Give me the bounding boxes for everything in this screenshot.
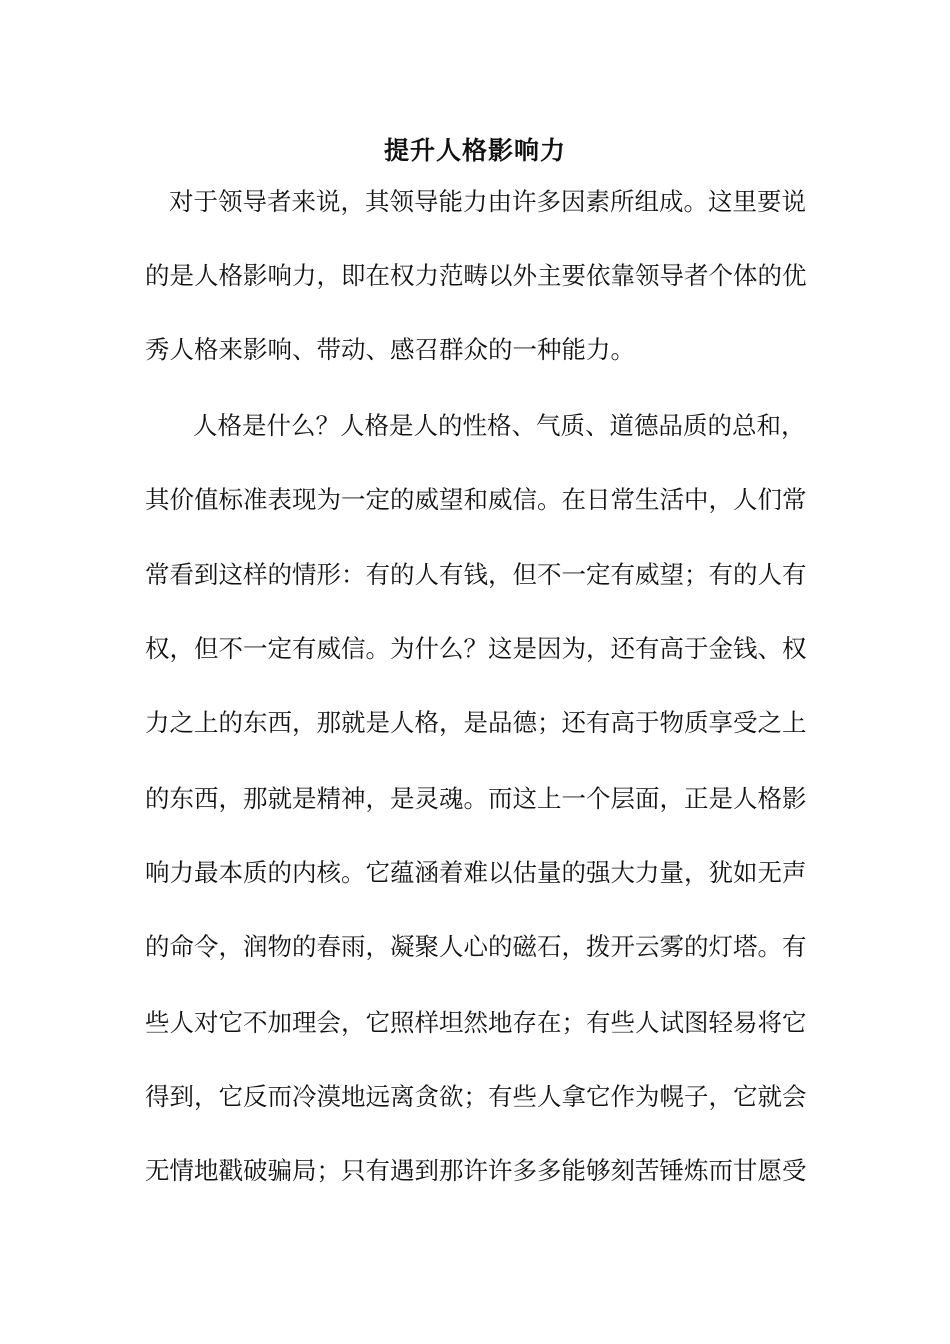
paragraph-2-line-1: 人格是什么？人格是人的性格、气质、道德品质的总和， — [193, 411, 806, 440]
paragraph-2-line-10: 得到，它反而冷漠地远离贪欲；有些人拿它作为幌子，它就会 — [145, 1082, 807, 1111]
paragraph-2-line-4: 权，但不一定有威信。为什么？这是因为，还有高于金钱、权 — [145, 634, 807, 663]
paragraph-1-line-2: 的是人格影响力，即在权力范畴以外主要依靠领导者个体的优 — [145, 261, 807, 290]
paragraph-2-line-11: 无情地戳破骗局；只有遇到那许许多多能够刻苦锤炼而甘愿受 — [145, 1156, 807, 1185]
paragraph-2-line-6: 的东西，那就是精神，是灵魂。而这上一个层面，正是人格影 — [145, 784, 807, 813]
paragraph-2-line-7: 响力最本质的内核。它蕴涵着难以估量的强大力量，犹如无声 — [145, 858, 807, 887]
paragraph-2-line-5: 力之上的东西，那就是人格，是品德；还有高于物质享受之上 — [145, 708, 807, 737]
paragraph-2-line-9: 些人对它不加理会，它照样坦然地存在；有些人试图轻易将它 — [145, 1008, 807, 1037]
paragraph-2-line-3: 常看到这样的情形：有的人有钱，但不一定有威望；有的人有 — [145, 560, 807, 589]
paragraph-2-line-2: 其价值标准表现为一定的威望和威信。在日常生活中，人们常 — [145, 485, 807, 514]
document-title: 提升人格影响力 — [383, 136, 566, 165]
paragraph-2-line-8: 的命令，润物的春雨，凝聚人心的磁石，拨开云雾的灯塔。有 — [145, 932, 807, 961]
paragraph-1-line-1: 对于领导者来说，其领导能力由许多因素所组成。这里要说 — [169, 187, 806, 216]
paragraph-1-line-3: 秀人格来影响、带动、感召群众的一种能力。 — [145, 335, 635, 364]
